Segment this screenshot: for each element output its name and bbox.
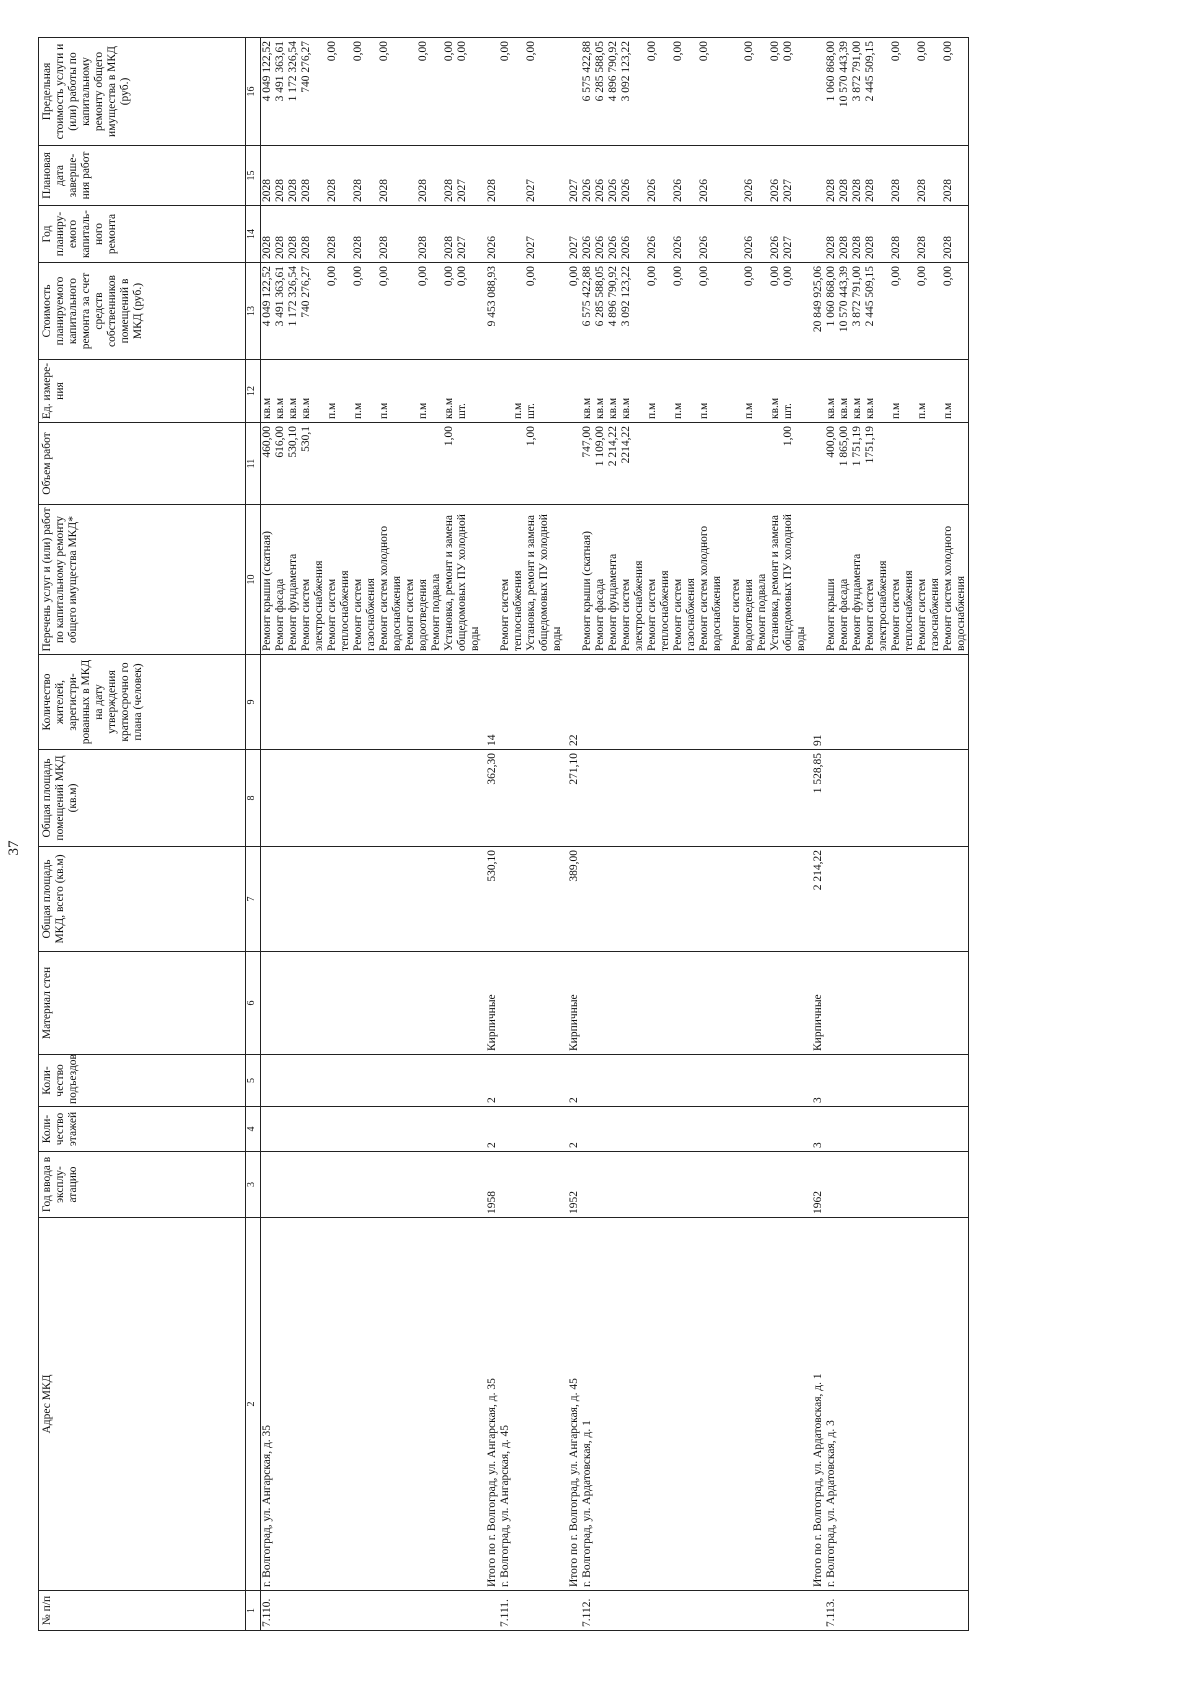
end-date-value: 2026	[594, 179, 606, 202]
work-item: Ремонт систем теплоснабжения	[890, 570, 915, 651]
total-label: Итого по г. Волгоград, ул. Ангарская, д. 35	[486, 1378, 498, 1587]
wall-material: Кирпичные	[808, 952, 969, 1055]
year-built: 1952	[564, 1152, 808, 1218]
work-item: Установка, ремонт и замена общедомовых ПУ холодной воды	[525, 514, 563, 651]
house-row	[564, 38, 808, 1631]
year-value: 2026	[486, 236, 498, 259]
unit-value: п.м	[512, 402, 524, 419]
limit-value: 0,00	[525, 41, 537, 62]
limit-list	[261, 38, 483, 146]
end-date-value: 2027	[568, 179, 580, 202]
limit-value: 0,00	[456, 41, 468, 62]
column-number: 4	[246, 1107, 261, 1152]
column-number: 3	[246, 1152, 261, 1218]
limit-value: 4 049 122,52	[261, 41, 273, 102]
end-date-value: 2028	[443, 179, 455, 202]
limit-value: 0,00	[646, 41, 658, 62]
cost-value: 2 445 509,15	[864, 266, 876, 327]
cost-value: 0,00	[525, 266, 537, 287]
work-item: Ремонт крыши (скатная)	[581, 531, 593, 651]
work-item: Ремонт фасада	[838, 578, 850, 651]
cost-value: 0,00	[456, 266, 468, 287]
area-total: 2 214,22	[808, 847, 969, 952]
work-item: Ремонт крыши (скатная)	[261, 531, 273, 651]
year-value: 2028	[287, 236, 299, 259]
unit-value: п.м	[890, 402, 902, 419]
work-item: Установка, ремонт и замена общедомовых ПУ холодной воды	[769, 514, 807, 651]
limit-value: 6 575 422,88	[581, 41, 593, 102]
year-value: 2026	[594, 236, 606, 259]
work-item: Ремонт подвала	[756, 573, 768, 651]
unit-value: кв.м	[607, 397, 619, 419]
year-value: 2028	[443, 236, 455, 259]
work-list	[261, 505, 483, 655]
end-date-list	[261, 146, 483, 206]
row-id: 7.113.	[808, 1591, 969, 1631]
end-date-value: 2026	[698, 179, 710, 202]
cost-value: 0,00	[698, 266, 710, 287]
cost-value: 0,00	[352, 266, 364, 287]
cost-value: 0,00	[326, 266, 338, 287]
column-number: 12	[246, 360, 261, 423]
unit-list	[808, 360, 969, 423]
end-date-value: 2027	[456, 179, 468, 202]
volume-value: 1751,19	[864, 426, 876, 464]
limit-value: 0,00	[942, 41, 954, 62]
residents: 91	[808, 655, 969, 750]
year-value: 2028	[300, 236, 312, 259]
house-row	[261, 38, 483, 1631]
cost-value: 0,00	[782, 266, 794, 287]
end-date-value: 2028	[326, 179, 338, 202]
end-date-value: 2027	[782, 179, 794, 202]
floors: 3	[808, 1107, 969, 1152]
year-value: 2026	[672, 236, 684, 259]
cost-value: 1 172 326,54	[287, 266, 299, 327]
unit-value: п.м	[916, 402, 928, 419]
cost-value: 0,00	[916, 266, 928, 287]
page-number: 37	[6, 840, 22, 856]
cost-value: 6 575 422,88	[581, 266, 593, 327]
work-item: Ремонт фасада	[594, 578, 606, 651]
column-number: 11	[246, 423, 261, 505]
work-item: Ремонт систем теплоснабжения	[646, 570, 671, 651]
year-built: 1962	[808, 1152, 969, 1218]
total-and-address	[808, 1218, 969, 1591]
unit-value: п.м	[378, 402, 390, 419]
unit-value: кв.м	[261, 397, 273, 419]
header-cell: Год ввода в эксплу-атацию	[39, 1152, 246, 1218]
year-list	[808, 206, 969, 263]
volume-value: 2 214,22	[607, 426, 619, 467]
end-date-value: 2027	[525, 179, 537, 202]
year-value: 2028	[890, 236, 902, 259]
work-list	[482, 505, 564, 655]
limit-value: 3 872 791,00	[851, 41, 863, 102]
cost-value: 4 896 790,92	[607, 266, 619, 327]
volume-value: 1 865,00	[838, 426, 850, 467]
column-number: 5	[246, 1055, 261, 1107]
end-date-value: 2026	[743, 179, 755, 202]
work-item: Ремонт фундамента	[287, 553, 299, 651]
cost-value: 0,00	[672, 266, 684, 287]
limit-list	[808, 38, 969, 146]
work-item: Ремонт систем теплоснабжения	[326, 570, 351, 651]
limit-value: 0,00	[352, 41, 364, 62]
unit-value: кв.м	[581, 397, 593, 419]
header-cell: Общая площадь помещений МКД (кв.м)	[39, 750, 246, 847]
volume-value: 1,00	[782, 426, 794, 447]
total-cost: 20 849 925,06	[812, 266, 824, 333]
year-value: 2028	[274, 236, 286, 259]
column-number: 2	[246, 1218, 261, 1591]
limit-value: 0,00	[417, 41, 429, 62]
unit-value: п.м	[646, 402, 658, 419]
house-address: г. Волгоград, ул. Ангарская, д. 35	[261, 1218, 483, 1591]
limit-value: 0,00	[698, 41, 710, 62]
header-cell: Перечень услуг и (или) работ по капитальному ремонту общего имущества МКД*	[39, 505, 246, 655]
limit-value: 0,00	[499, 41, 511, 62]
cost-value: 1 060 868,00	[825, 266, 837, 327]
year-value: 2026	[607, 236, 619, 259]
end-date-value: 2028	[916, 179, 928, 202]
volume-value: 1 109,00	[594, 426, 606, 467]
column-number: 7	[246, 847, 261, 952]
unit-value: кв.м	[838, 397, 850, 419]
end-date-value: 2028	[287, 179, 299, 202]
work-item: Ремонт систем газоснабжения	[352, 578, 377, 651]
house-address: г. Волгоград, ул. Ардатовская, д. 3	[825, 1420, 837, 1587]
unit-value: п.м	[672, 402, 684, 419]
house-row	[482, 38, 564, 1631]
unit-value: шт.	[782, 403, 794, 419]
column-number: 1	[246, 1591, 261, 1631]
limit-value: 0,00	[378, 41, 390, 62]
work-item: Установка, ремонт и замена общедомовых ПУ холодной воды	[443, 514, 481, 651]
cost-list	[261, 263, 483, 360]
limit-value: 0,00	[743, 41, 755, 62]
end-date-value: 2028	[352, 179, 364, 202]
year-list	[482, 206, 564, 263]
total-and-address	[564, 1218, 808, 1591]
limit-value: 4 896 790,92	[607, 41, 619, 102]
end-date-value: 2028	[838, 179, 850, 202]
total-label: Итого по г. Волгоград, ул. Ангарская, д. 45	[568, 1378, 580, 1587]
limit-value: 0,00	[326, 41, 338, 62]
year-value: 2028	[942, 236, 954, 259]
year-built: 1958	[482, 1152, 564, 1218]
column-number: 6	[246, 952, 261, 1055]
header-cell: Общая площадь МКД, всего (кв.м)	[39, 847, 246, 952]
end-date-value: 2028	[378, 179, 390, 202]
year-value: 2028	[326, 236, 338, 259]
column-number: 9	[246, 655, 261, 750]
entrances: 2	[564, 1055, 808, 1107]
residents: 14	[482, 655, 564, 750]
cost-value: 0,00	[769, 266, 781, 287]
end-date-value: 2028	[300, 179, 312, 202]
unit-value: п.м	[352, 402, 364, 419]
limit-value: 3 491 363,61	[274, 41, 286, 102]
end-date-value: 2028	[486, 179, 498, 202]
table-header-row	[39, 38, 246, 1631]
year-value: 2027	[525, 236, 537, 259]
work-item: Ремонт систем газоснабжения	[672, 578, 697, 651]
year-value: 2027	[568, 236, 580, 259]
unit-value: кв.м	[864, 397, 876, 419]
floors: 2	[482, 1107, 564, 1152]
header-cell: Плановая дата заверше-ния работ	[39, 146, 246, 206]
floors: 2	[564, 1107, 808, 1152]
cost-value: 3 092 123,22	[620, 266, 632, 327]
unit-value: кв.м	[851, 397, 863, 419]
work-item: Ремонт систем водоотведения	[404, 578, 429, 651]
cost-list	[482, 263, 564, 360]
column-number: 10	[246, 505, 261, 655]
year-value: 2026	[581, 236, 593, 259]
header-cell: Коли-чество подъездов	[39, 1055, 246, 1107]
cost-value: 4 049 122,52	[261, 266, 273, 327]
limit-value: 2 445 509,15	[864, 41, 876, 102]
limit-list	[564, 38, 808, 146]
limit-list	[482, 38, 564, 146]
cost-value: 0,00	[743, 266, 755, 287]
unit-value: кв.м	[620, 397, 632, 419]
end-date-value: 2026	[607, 179, 619, 202]
area-total: 389,00	[564, 847, 808, 952]
limit-value: 3 092 123,22	[620, 41, 632, 102]
area-rooms: 362,30	[482, 750, 564, 847]
header-cell: Стоимость планируемого капитального ремонта за счет средств собственников помещений в МКД (руб.)	[39, 263, 246, 360]
limit-value: 0,00	[443, 41, 455, 62]
work-item: Ремонт систем электроснабжения	[864, 560, 889, 651]
header-cell: Ед. измере-ния	[39, 360, 246, 423]
end-date-value: 2028	[261, 179, 273, 202]
cost-value: 0,00	[378, 266, 390, 287]
area-total: 530,10	[482, 847, 564, 952]
header-cell: Количество жителей, зарегистри-рованных в МКД на дату утверждения краткосрочно го плана (человек)	[39, 655, 246, 750]
unit-value: кв.м	[825, 397, 837, 419]
year-value: 2028	[864, 236, 876, 259]
end-date-value: 2026	[769, 179, 781, 202]
limit-value: 0,00	[890, 41, 902, 62]
volume-value: 400,00	[825, 426, 837, 458]
cost-value: 0,00	[443, 266, 455, 287]
limit-value: 0,00	[769, 41, 781, 62]
unit-value: п.м	[942, 402, 954, 419]
volume-value: 530,1	[300, 426, 312, 452]
capital-repair-table	[38, 37, 969, 1631]
year-value: 2028	[851, 236, 863, 259]
year-value: 2026	[620, 236, 632, 259]
total-label: Итого по г. Волгоград, ул. Ардатовская, д. 1	[812, 1373, 824, 1587]
unit-value: шт.	[525, 403, 537, 419]
year-list	[261, 206, 483, 263]
unit-value: шт.	[456, 403, 468, 419]
year-value: 2028	[825, 236, 837, 259]
work-item: Ремонт систем холодного водоснабжения	[698, 525, 723, 651]
unit-value: п.м	[326, 402, 338, 419]
area-rooms: 271,10	[564, 750, 808, 847]
header-cell: Объем работ	[39, 423, 246, 505]
work-list	[808, 505, 969, 655]
entrances: 3	[808, 1055, 969, 1107]
row-id: 7.112.	[564, 1591, 808, 1631]
unit-value: п.м	[743, 402, 755, 419]
end-date-value: 2028	[942, 179, 954, 202]
end-date-value: 2028	[890, 179, 902, 202]
year-list	[564, 206, 808, 263]
work-list	[564, 505, 808, 655]
work-item: Ремонт подвала	[430, 573, 442, 651]
volume-value: 1 751,19	[851, 426, 863, 467]
column-number: 13	[246, 263, 261, 360]
cost-value: 0,00	[890, 266, 902, 287]
area-rooms: 1 528,85	[808, 750, 969, 847]
volume-list	[261, 423, 483, 505]
work-item: Ремонт фасада	[274, 578, 286, 651]
end-date-value: 2026	[581, 179, 593, 202]
year-value: 2026	[743, 236, 755, 259]
row-id: 7.111.	[482, 1591, 564, 1631]
house-row	[808, 38, 969, 1631]
wall-material: Кирпичные	[482, 952, 564, 1055]
volume-value: 1,00	[525, 426, 537, 447]
header-cell: Адрес МКД	[39, 1218, 246, 1591]
volume-list	[482, 423, 564, 505]
header-cell: Материал стен	[39, 952, 246, 1055]
year-value: 2028	[352, 236, 364, 259]
unit-value: кв.м	[594, 397, 606, 419]
limit-value: 1 172 326,54	[287, 41, 299, 102]
end-date-list	[482, 146, 564, 206]
house-address: г. Волгоград, ул. Ардатовская, д. 1	[581, 1420, 593, 1587]
limit-value: 10 570 443,39	[838, 41, 850, 108]
volume-list	[808, 423, 969, 505]
unit-value: кв.м	[300, 397, 312, 419]
volume-list	[564, 423, 808, 505]
work-item: Ремонт систем водоотведения	[730, 578, 755, 651]
unit-value: п.м	[698, 402, 710, 419]
unit-list	[261, 360, 483, 423]
year-value: 2028	[916, 236, 928, 259]
work-item: Ремонт крыши	[825, 578, 837, 651]
work-item: Ремонт фундамента	[607, 553, 619, 651]
column-number: 14	[246, 206, 261, 263]
end-date-value: 2026	[620, 179, 632, 202]
cost-value: 740 276,27	[300, 266, 312, 318]
work-item: Ремонт систем газоснабжения	[916, 578, 941, 651]
volume-value: 530,10	[287, 426, 299, 458]
end-date-value: 2026	[646, 179, 658, 202]
work-item: Ремонт систем электроснабжения	[300, 560, 325, 651]
volume-value: 747,00	[581, 426, 593, 458]
year-value: 2027	[456, 236, 468, 259]
unit-value: кв.м	[287, 397, 299, 419]
year-value: 2028	[417, 236, 429, 259]
end-date-value: 2028	[274, 179, 286, 202]
limit-value: 740 276,27	[300, 41, 312, 93]
cost-value: 10 570 443,39	[838, 266, 850, 333]
year-value: 2028	[261, 236, 273, 259]
year-value: 2026	[769, 236, 781, 259]
residents: 22	[564, 655, 808, 750]
limit-value: 1 060 868,00	[825, 41, 837, 102]
total-and-address	[482, 1218, 564, 1591]
cost-list	[564, 263, 808, 360]
unit-value: кв.м	[443, 397, 455, 419]
column-number: 15	[246, 146, 261, 206]
header-cell: № п/п	[39, 1591, 246, 1631]
cost-value: 3 491 363,61	[274, 266, 286, 327]
end-date-list	[808, 146, 969, 206]
limit-value: 0,00	[916, 41, 928, 62]
volume-value: 616,00	[274, 426, 286, 458]
total-cost: 9 453 088,93	[486, 266, 498, 327]
limit-value: 0,00	[672, 41, 684, 62]
header-cell: Предельная стоимость услуги и (или) работы по капитальному ремонту общего имущества в МКД (руб.)	[39, 38, 246, 146]
volume-value: 460,00	[261, 426, 273, 458]
header-cell: Коли-чество этажей	[39, 1107, 246, 1152]
year-value: 2026	[646, 236, 658, 259]
work-item: Ремонт систем холодного водоснабжения	[378, 525, 403, 651]
volume-value: 2214,22	[620, 426, 632, 464]
limit-value: 6 285 588,05	[594, 41, 606, 102]
end-date-list	[564, 146, 808, 206]
header-cell: Год планиру-емого капиталь-ного ремонта	[39, 206, 246, 263]
unit-value: кв.м	[769, 397, 781, 419]
end-date-value: 2028	[417, 179, 429, 202]
column-number: 8	[246, 750, 261, 847]
work-item: Ремонт систем теплоснабжения	[499, 570, 524, 651]
column-number: 16	[246, 38, 261, 146]
limit-value: 0,00	[782, 41, 794, 62]
volume-value: 1,00	[443, 426, 455, 447]
cost-value: 3 872 791,00	[851, 266, 863, 327]
year-value: 2026	[698, 236, 710, 259]
unit-list	[482, 360, 564, 423]
wall-material: Кирпичные	[564, 952, 808, 1055]
cost-value: 0,00	[568, 266, 580, 287]
cost-value: 0,00	[942, 266, 954, 287]
entrances: 2	[482, 1055, 564, 1107]
cost-value: 0,00	[646, 266, 658, 287]
work-item: Ремонт систем холодного водоснабжения	[942, 525, 967, 651]
column-number-row	[246, 38, 261, 1631]
year-value: 2028	[378, 236, 390, 259]
end-date-value: 2028	[825, 179, 837, 202]
work-item: Ремонт фундамента	[851, 553, 863, 651]
house-address: г. Волгоград, ул. Ангарская, д. 45	[499, 1424, 511, 1587]
end-date-value: 2028	[864, 179, 876, 202]
unit-value: п.м	[417, 402, 429, 419]
end-date-value: 2026	[672, 179, 684, 202]
row-id: 7.110.	[261, 1591, 483, 1631]
cost-list	[808, 263, 969, 360]
unit-list	[564, 360, 808, 423]
year-value: 2027	[782, 236, 794, 259]
end-date-value: 2028	[851, 179, 863, 202]
cost-value: 6 285 588,05	[594, 266, 606, 327]
work-item: Ремонт систем электроснабжения	[620, 560, 645, 651]
year-value: 2028	[838, 236, 850, 259]
unit-value: кв.м	[274, 397, 286, 419]
cost-value: 0,00	[417, 266, 429, 287]
